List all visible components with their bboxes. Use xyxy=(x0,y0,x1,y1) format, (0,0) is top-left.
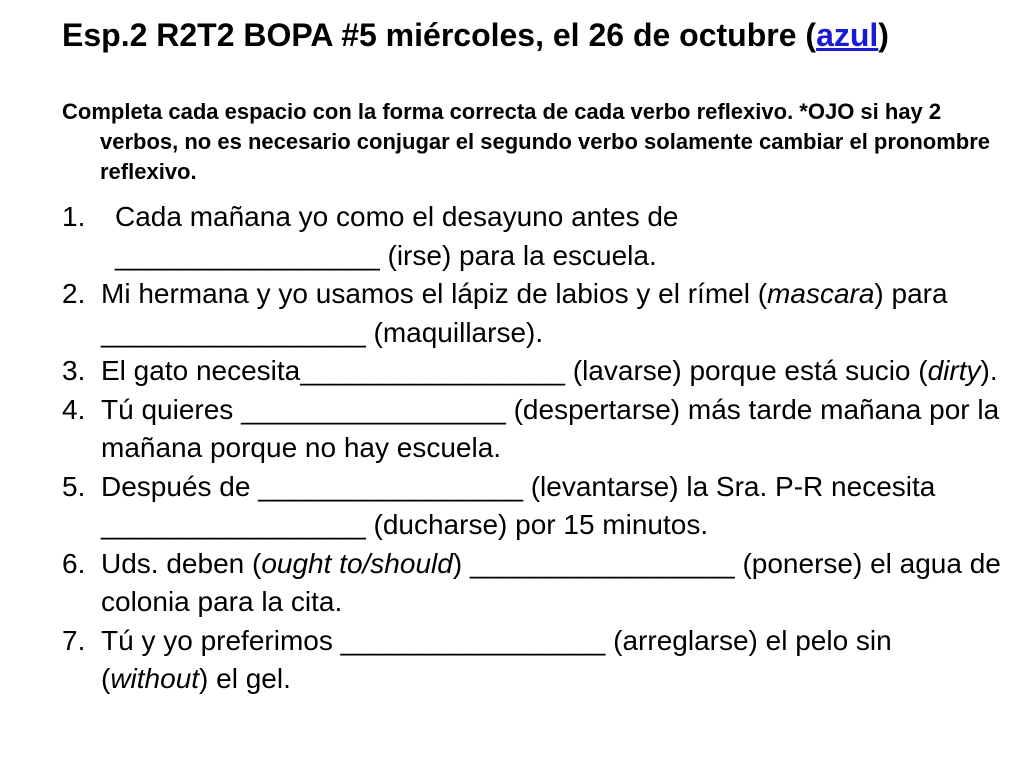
question-italic: mascara xyxy=(767,278,875,309)
answer-blank: _________________ xyxy=(241,393,506,425)
answer-blank: _________________ xyxy=(101,316,366,348)
question-6 xyxy=(62,545,1002,622)
instructions-text: Completa cada espacio con la forma correcta de cada verbo reflexivo. *OJO si hay 2 verbos, no es necesario conjugar el segundo verbo solamente cambiar el pronombre reflexivo. xyxy=(62,99,991,184)
question-number: 7. xyxy=(62,624,86,656)
question-number: 4. xyxy=(62,393,86,425)
question-text: ) para xyxy=(874,278,948,309)
question-7 xyxy=(62,622,1002,699)
answer-blank: _________________ xyxy=(101,509,366,540)
question-number: 3. xyxy=(62,355,86,386)
answer-blank: _________________ xyxy=(115,239,380,271)
question-text: Uds. deben ( xyxy=(101,547,262,579)
question-2 xyxy=(62,275,1002,352)
answer-blank: _________________ xyxy=(300,355,565,386)
question-list xyxy=(62,198,1002,699)
azul-link[interactable]: azul xyxy=(816,17,879,53)
answer-blank: _________________ xyxy=(258,470,523,502)
question-number: 6. xyxy=(62,547,86,579)
title-text: Esp.2 R2T2 BOPA #5 miércoles, el 26 de octubre ( xyxy=(62,17,817,53)
title-close-paren: ) xyxy=(878,17,889,53)
question-text: (despertarse) más tarde mañana por la mañana porque no hay escuela. xyxy=(101,393,1000,463)
answer-blank: _________________ xyxy=(340,624,606,656)
question-text: ) el gel. xyxy=(199,663,291,694)
question-text: (maquillarse). xyxy=(373,316,544,348)
question-text: Después de xyxy=(101,470,251,502)
question-number: 1. xyxy=(62,201,86,232)
question-italic: ought to/should xyxy=(261,547,453,579)
question-text: (levantarse) la Sra. P-R necesita xyxy=(530,470,936,502)
instructions xyxy=(62,97,1002,187)
question-text: (lavarse) porque está sucio ( xyxy=(572,355,928,386)
question-text: Tú quieres xyxy=(101,393,234,425)
question-italic: without xyxy=(110,663,200,694)
question-text: (ponerse) el agua de colonia para la cita. xyxy=(101,547,1001,617)
question-number: 5. xyxy=(62,470,86,502)
question-text: ) xyxy=(452,547,463,579)
question-text: (arreglarse) el pelo sin ( xyxy=(101,624,892,694)
question-text: (irse) para la escuela. xyxy=(387,239,657,271)
question-italic: dirty xyxy=(927,355,981,386)
question-3 xyxy=(62,352,1002,391)
question-5 xyxy=(62,468,1002,545)
question-4 xyxy=(62,391,1002,468)
question-text: Mi hermana y yo usamos el lápiz de labios y el rímel ( xyxy=(101,278,768,309)
question-text: Tú y yo preferimos xyxy=(101,624,333,656)
slide-title xyxy=(62,16,1012,54)
question-text: ). xyxy=(980,355,998,386)
question-text: (ducharse) por 15 minutos. xyxy=(373,509,709,540)
question-1 xyxy=(62,198,1002,275)
question-text: El gato necesita xyxy=(101,355,301,386)
question-number: 2. xyxy=(62,278,86,309)
answer-blank: _________________ xyxy=(469,547,735,579)
question-text: Cada mañana yo como el desayuno antes de xyxy=(115,201,679,232)
